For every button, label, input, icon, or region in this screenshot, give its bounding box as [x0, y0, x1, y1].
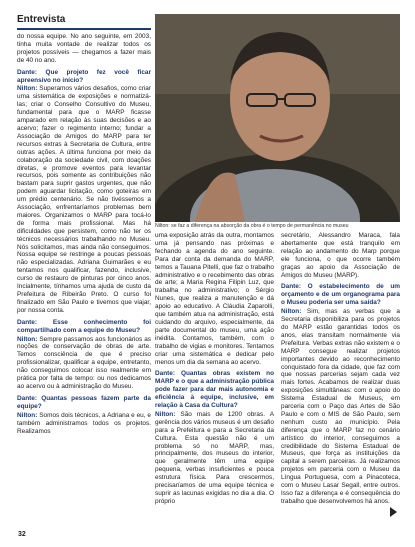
- question: Dante: O estabelecimento de um orçamento e de um organograma para o Museu poderia ser uma saída?: [281, 283, 400, 307]
- answer-paragraph: [17, 336, 151, 391]
- question: Dante: Esse conhecimento foi compartilhado com a equipe do Museu?: [17, 318, 151, 334]
- page-number: 32: [18, 531, 26, 538]
- text-column-1: [17, 33, 151, 435]
- answer-text: Sim, mas as verbas que a Secretaria disponibiliza para os projetos do MARP estão garantidas todos os anos, elas transitam normalmente via Prefeitura. Verbas extras não existem e o MARP consegue realizar projetos importantes devido ao reconhecimento conquistado fora da cidade, que faz com que nossas parcerias sejam cada vez mais fortes. Acabamos de realizar duas exposições simultâneas: com o apoio do Sistema Estadual de Museus, em parceria com o Paço das Artes de São Paulo e com o MIS de São Paulo, sem nenhum custo ao município. Pela diferença que o MARP faz no cenário artístico do interior, conseguimos a credibilidade do Sistema Estadual de Museus, que força as instituições da capital a serem parceiras. Já realizamos projetos em parceria com o Museu da Língua Portuguesa, com a Pinacoteca, com o Museu Lasar Segall, entre outros. Isso faz a diferença e é consequência do trabalho que desenvolvemos há anos.: [281, 308, 400, 505]
- answer-paragraph: [155, 411, 274, 506]
- text-column-3: [281, 232, 400, 506]
- question: Dante: Que projeto fez você ficar apreensivo no início?: [17, 68, 151, 84]
- text-column-2: [155, 232, 274, 506]
- speaker-label: Nilton:: [17, 85, 38, 93]
- body-paragraph: uma exposição atrás da outra, montamos uma já pensando nas próximas e fechando a agenda do ano seguinte. Para dar conta da demanda do MARP, temos a Tauana Pitelli, que faz o trabalho administrativo e o recebimento das obras de arte; a Maria Regina Filipin Luz, que trabalha no administrativo; o Sérgio Nunes, que realiza a manutenção e dá apoio ao educativo. A Cláudia Zaparolli, que também atua na administração, está cuidando do arquivo, especialmente, da parte documental do museu, uma ação inédita. Contamos, também, com o trabalho de vigias e monitores. Tentamos criar uma sistemática e dedicar pelo menos um dia da semana ao acervo.: [155, 232, 274, 366]
- body-paragraph: secretário, Alessandro Maraca, fala abertamente que está tranquilo em relação ao andamento do Marp porque ele funciona, o que ocorre também graças ao apoio da Associação de Amigos do Museu (MARP).: [281, 232, 400, 279]
- answer-paragraph: [17, 85, 151, 314]
- interview-photo: [155, 14, 400, 222]
- answer-text: Superamos vários desafios, como criar uma sistemática de exposições e normatizá-las; criar o Conselho Consultivo do Museu, fundamental para que o MARP ficasse amparado em relação às suas decisões e ao acervo; fazer o regimento interno; fundar a Associação de Amigos do MARP para ter recursos extras à Secretaria de Cultura, entre outras ações. A última funciona por meio da colaboração da sociedade civil, com doações diretas, e promove eventos para levantar recursos, pois somente as contribuições não bastam para suprir gastos urgentes, que não podem aguardar licitação, como goteiras em um prédio centenário. Se não tivéssemos a Associação, enfrentaríamos problemas bem maiores. Organizamos o MARP para tocá-lo de forma mais profissional. Mas há dificuldades que persistem, como não ter os técnicos necessários trabalhando no Museu. Nós solicitamos, mas ainda não conseguimos. Nossa equipe se restringe a poucas pessoas não especializadas. Adriana Guimarães e eu tentamos nos qualificar, fazendo, inclusive, curso de restauro de pinturas por cinco anos. Incialmente, tínhamos uma ajuda de custo da Prefeitura de Ribeirão Preto. O curso foi finalizado em São Paulo e tivemos que viajar, por nossa conta.: [17, 85, 151, 314]
- speaker-label: Nilton:: [155, 410, 176, 418]
- section-rule: [17, 28, 151, 30]
- speaker-label: Nilton:: [17, 411, 38, 419]
- answer-paragraph: [281, 308, 400, 506]
- photo-caption: Nilton: se faz a diferença na absorção da obra é o tempo de permanência no museu: [155, 223, 349, 229]
- answer-text: São mais de 1200 obras. A gerência dos vários museus é um desafio para a Prefeitura e para a Secretaria da Cultura. Esta questão não é um problema só no MARP, mas, principalmente, dos museus do interior, que geralmente têm uma equipe pequena, verbas insuficientes e pouca estrutura física. Para crescermos, precisaríamos de uma equipe técnica e suprir as lacunas exigidas no dia a dia. O próprio: [155, 410, 274, 505]
- portrait-illustration: [155, 14, 400, 222]
- answer-paragraph: [17, 412, 151, 436]
- section-title: Entrevista: [17, 14, 66, 25]
- answer-text: Somos dois técnicos, a Adriana e eu, e também administramos todos os projetos. Realizamos: [17, 411, 151, 435]
- body-paragraph: do nossa equipe. No ano seguinte, em 2003, tinha muita vontade de realizar todos os projetos possíveis — chegamos a fazer mais de 40 no ano.: [17, 33, 151, 64]
- continue-arrow-icon: [390, 507, 397, 517]
- question: Dante: Quantas pessoas fazem parte da equipe?: [17, 394, 151, 410]
- speaker-label: Nilton:: [281, 308, 302, 316]
- answer-text: Sempre passamos aos funcionários as noções de conservação de obras de arte. Temos consciência de que é preciso profissionalizar, qualificar a equipe, entretanto, não conseguimos colocar isso realmente em prática por falta de tempo: ou nos dedicamos ao acervo ou à administração do Museu.: [17, 335, 151, 390]
- speaker-label: Nilton:: [17, 335, 38, 343]
- question: Dante: Quantas obras existem no MARP e o que a administração pública pode fazer para dar mais autonomia e eficiência à equipe, inclusive, em relação à Casa da Cultura?: [155, 370, 274, 410]
